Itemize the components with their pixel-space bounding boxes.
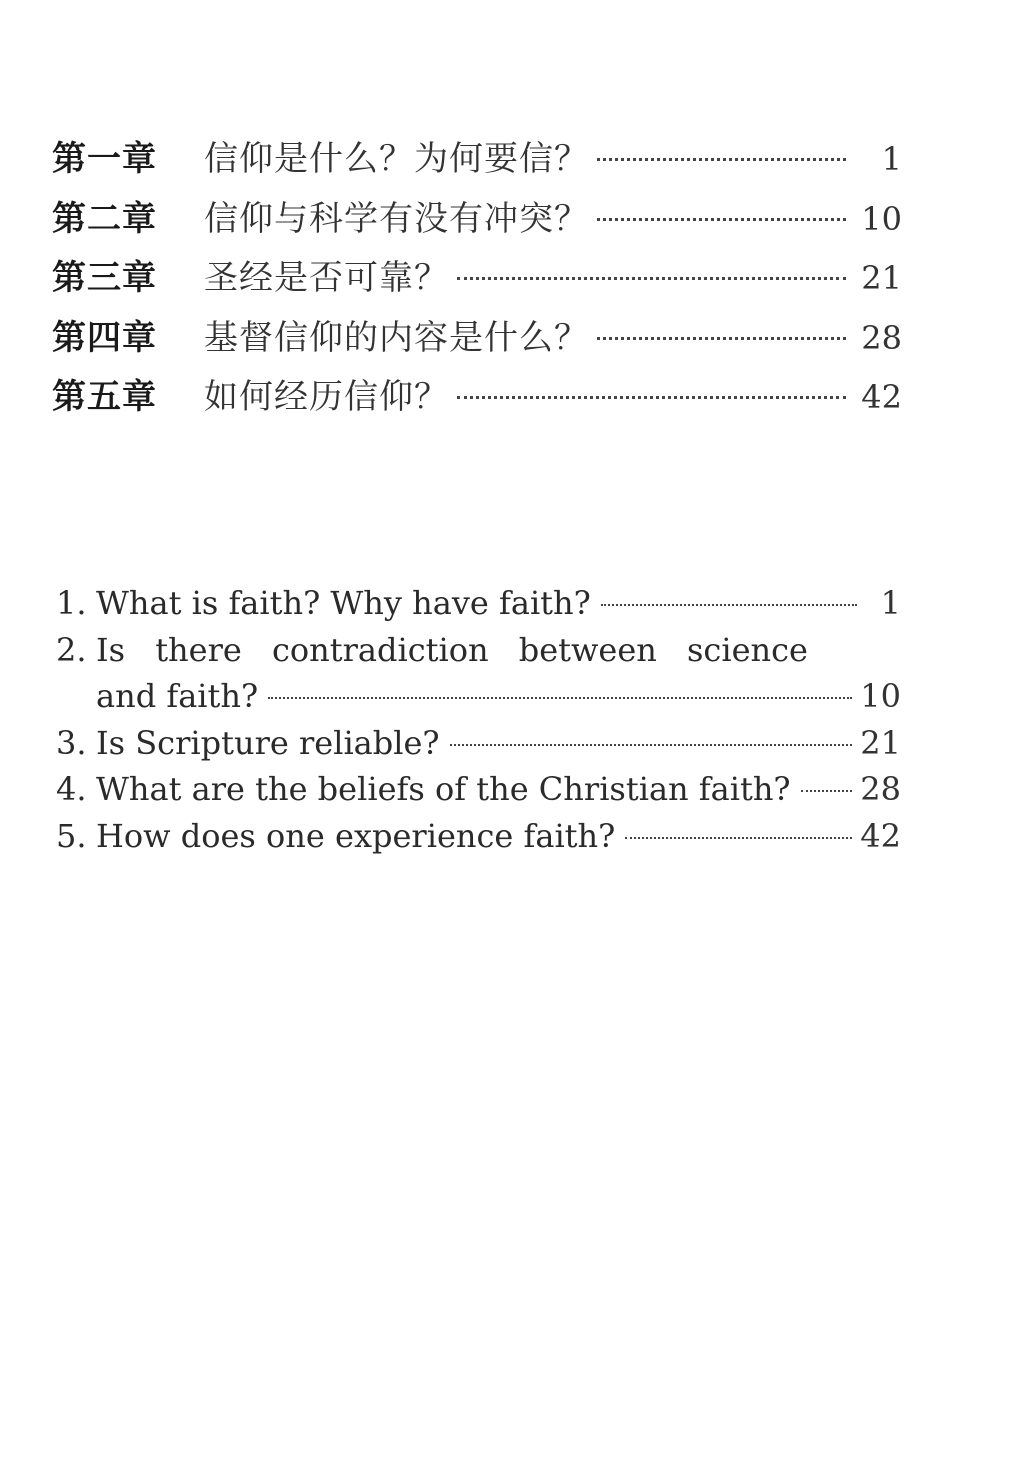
chapter-label: 第一章 <box>52 139 157 179</box>
dot-leader <box>625 837 852 839</box>
entry-title: How does one experience faith? <box>96 816 616 855</box>
entry-title: What are the beliefs of the Christian faith? <box>96 770 791 808</box>
page-number: 1 <box>881 140 902 178</box>
entry-number: 3. <box>56 723 87 762</box>
entry-number: 1. <box>56 584 87 622</box>
toc-english <box>56 580 901 859</box>
entry-number: 4. <box>56 770 87 808</box>
page-number: 21 <box>861 259 902 297</box>
dot-leader <box>457 396 846 399</box>
page-number: 1 <box>880 584 901 622</box>
page-number: 28 <box>861 318 902 357</box>
entry-title: What is faith? Why have faith? <box>96 584 591 622</box>
title-word: science <box>687 630 808 669</box>
chapter-title: 基督信仰的内容是什么？ <box>204 317 589 358</box>
entry-title-continued: and faith? <box>96 677 259 715</box>
dot-leader <box>597 158 846 161</box>
dot-leader <box>268 697 852 699</box>
title-word: between <box>518 630 657 669</box>
toc-entry-chapter-1[interactable] <box>52 130 902 190</box>
toc-entry-chapter-4[interactable] <box>52 309 902 369</box>
page-number: 21 <box>860 723 901 762</box>
entry-title: Is Scripture reliable? <box>96 723 440 762</box>
toc-entry-chapter-3[interactable] <box>52 249 902 309</box>
chapter-label: 第五章 <box>52 377 157 417</box>
toc-entry-en-3[interactable] <box>56 720 901 767</box>
dot-leader <box>450 744 853 746</box>
entry-title <box>96 627 808 674</box>
toc-entry-chapter-5[interactable] <box>52 368 902 428</box>
chapter-title: 信仰与科学有没有冲突？ <box>204 198 589 239</box>
entry-number: 5. <box>56 816 87 855</box>
toc-entry-en-2[interactable] <box>56 627 901 674</box>
dot-leader <box>601 604 857 606</box>
toc-chinese <box>52 130 902 428</box>
chapter-label: 第二章 <box>52 198 157 239</box>
page-number: 10 <box>861 199 902 238</box>
toc-entry-en-2-continued[interactable] <box>56 673 901 720</box>
page-number: 10 <box>860 677 901 715</box>
page-number: 42 <box>861 378 902 416</box>
chapter-title: 如何经历信仰？ <box>204 377 449 417</box>
title-word: contradiction <box>271 630 489 669</box>
toc-entry-chapter-2[interactable] <box>52 190 902 250</box>
chapter-title: 圣经是否可靠？ <box>204 258 449 298</box>
chapter-label: 第三章 <box>52 258 157 298</box>
entry-number: 2. <box>56 630 87 669</box>
toc-entry-en-4[interactable] <box>56 766 901 813</box>
title-word: there <box>155 630 242 669</box>
dot-leader <box>457 277 846 280</box>
title-word: Is <box>96 630 126 669</box>
page-number: 42 <box>860 816 901 855</box>
chapter-label: 第四章 <box>52 317 157 358</box>
dot-leader <box>597 337 846 340</box>
toc-entry-en-5[interactable] <box>56 813 901 860</box>
page-number: 28 <box>860 770 901 808</box>
chapter-title: 信仰是什么？为何要信？ <box>204 139 589 179</box>
dot-leader <box>801 790 853 792</box>
toc-entry-en-1[interactable] <box>56 580 901 627</box>
dot-leader <box>597 218 846 221</box>
